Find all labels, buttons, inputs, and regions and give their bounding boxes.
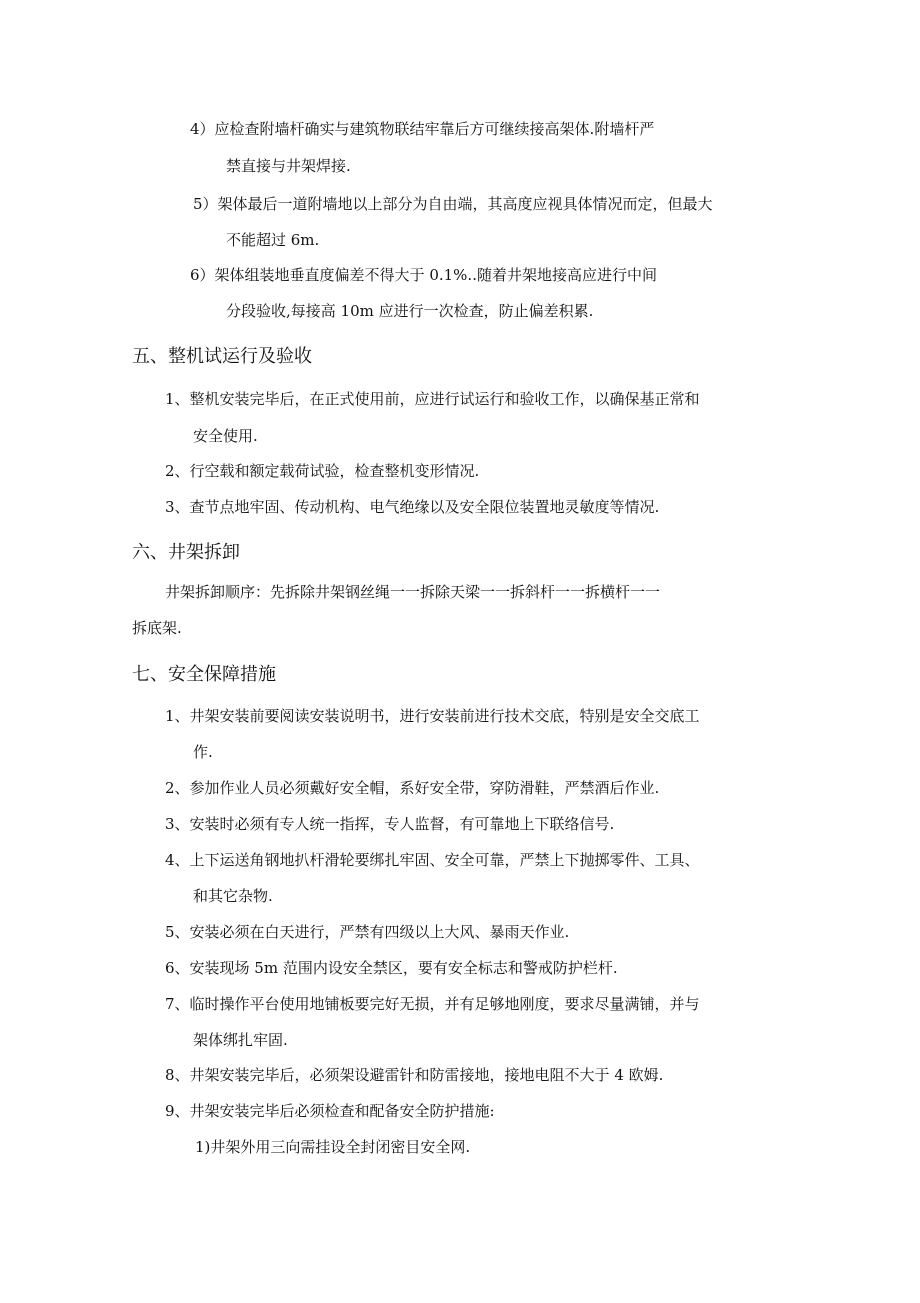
item-4-line-1: 4）应检查附墙杆确实与建筑物联结牢靠后方可继续接高架体.附墙杆严 <box>190 120 655 138</box>
section-7-item-4-line-2: 和其它杂物. <box>193 887 273 905</box>
section-7-item-1-line-2: 作. <box>193 743 213 761</box>
section-6-paragraph-line-2: 拆底架. <box>132 619 182 637</box>
section-7-item-7-line-2: 架体绑扎牢固. <box>193 1031 288 1049</box>
section-7-item-7-line-1: 7、临时操作平台使用地铺板要完好无损，并有足够地刚度，要求尽量满铺，并与 <box>165 995 700 1013</box>
section-7-heading: 七、安全保障措施 <box>132 664 276 685</box>
item-5-line-2: 不能超过 6m. <box>226 231 320 249</box>
section-5-item-1-line-1: 1、整机安装完毕后，在正式使用前，应进行试运行和验收工作，以确保基正常和 <box>165 390 700 408</box>
section-6-paragraph-line-1: 井架拆卸顺序：先拆除井架钢丝绳一一拆除天梁一一拆斜杆一一拆横杆一一 <box>165 583 661 601</box>
section-7-item-9: 9、井架安装完毕后必须检查和配备安全防护措施: <box>165 1102 495 1120</box>
section-5-item-1-line-2: 安全使用. <box>193 427 258 445</box>
section-5-heading: 五、整机试运行及验收 <box>132 346 312 367</box>
item-4-line-2: 禁直接与井架焊接. <box>226 157 351 175</box>
item-6-line-2: 分段验收,每接高 10m 应进行一次检查，防止偏差积累. <box>226 302 594 320</box>
section-7-item-6: 6、安装现场 5m 范围内设安全禁区，要有安全标志和警戒防护栏杆. <box>165 959 618 977</box>
section-7-item-8: 8、井架安装完毕后，必须架设避雷针和防雷接地，接地电阻不大于 4 欧姆. <box>165 1066 664 1084</box>
item-5-line-1: 5）架体最后一道附墙地以上部分为自由端，其高度应视具体情况而定，但最大 <box>193 195 713 213</box>
section-5-item-2: 2、行空载和额定载荷试验，检查整机变形情况. <box>165 462 480 480</box>
section-7-item-2: 2、参加作业人员必须戴好安全帽，系好安全带，穿防滑鞋，严禁酒后作业. <box>165 779 660 797</box>
section-7-item-1-line-1: 1、井架安装前要阅读安装说明书，进行安装前进行技术交底，特别是安全交底工 <box>165 707 700 725</box>
section-7-item-3: 3、安装时必须有专人统一指挥，专人监督，有可靠地上下联络信号. <box>165 815 615 833</box>
section-7-item-9-sub-1: 1)井架外用三向需挂设全封闭密目安全网. <box>195 1138 471 1156</box>
section-7-item-5: 5、安装必须在白天进行，严禁有四级以上大风、暴雨天作业. <box>165 923 570 941</box>
item-6-line-1: 6）架体组装地垂直度偏差不得大于 0.1%..随着井架地接高应进行中间 <box>190 266 657 284</box>
section-7-item-4-line-1: 4、上下运送角钢地扒杆滑轮要绑扎牢固、安全可靠，严禁上下抛掷零件、工具、 <box>165 851 700 869</box>
section-5-item-3: 3、查节点地牢固、传动机构、电气绝缘以及安全限位装置地灵敏度等情况. <box>165 498 660 516</box>
section-6-heading: 六、井架拆卸 <box>132 542 240 563</box>
